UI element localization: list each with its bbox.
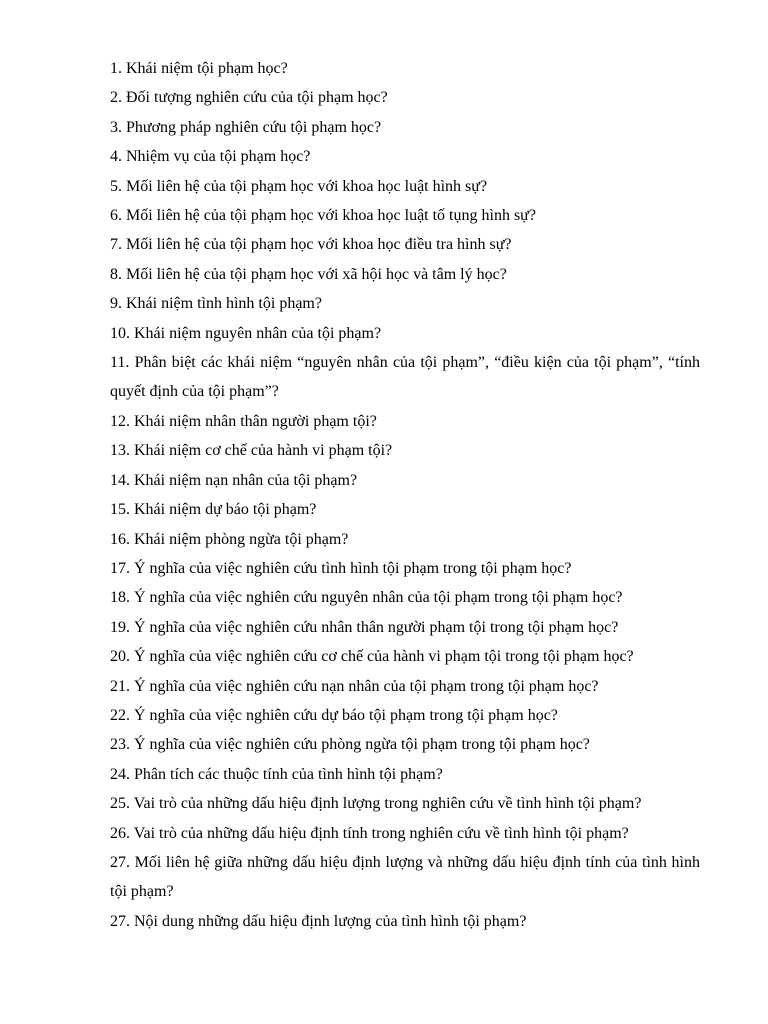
question-item: 11. Phân biệt các khái niệm “nguyên nhân của tội phạm”, “điều kiện của tội phạm”, “tính quyết định của tội phạm”? bbox=[110, 354, 700, 401]
question-item: 23. Ý nghĩa của việc nghiên cứu phòng ngừa tội phạm trong tội phạm học? bbox=[110, 736, 590, 754]
question-item: 27. Nội dung những dấu hiệu định lượng của tình hình tội phạm? bbox=[110, 912, 527, 930]
question-item: 12. Khái niệm nhân thân người phạm tội? bbox=[110, 412, 377, 430]
question-item: 27. Mối liên hệ giữa những dấu hiệu định lượng và những dấu hiệu định tính của tình hình tội phạm? bbox=[110, 853, 700, 901]
question-item: 9. Khái niệm tình hình tội phạm? bbox=[110, 295, 322, 313]
question-item: 13. Khái niệm cơ chế của hành vi phạm tội? bbox=[110, 442, 393, 460]
question-item: 24. Phân tích các thuộc tính của tình hình tội phạm? bbox=[110, 765, 443, 783]
question-item: 10. Khái niệm nguyên nhân của tội phạm? bbox=[110, 324, 382, 342]
question-item: 26. Vai trò của những dấu hiệu định tính trong nghiên cứu về tình hình tội phạm? bbox=[110, 824, 629, 842]
question-item: 14. Khái niệm nạn nhân của tội phạm? bbox=[110, 471, 358, 489]
question-item: 2. Đối tượng nghiên cứu của tội phạm học? bbox=[110, 89, 388, 107]
question-item: 16. Khái niệm phòng ngừa tội phạm? bbox=[110, 530, 349, 548]
question-item: 3. Phương pháp nghiên cứu tội phạm học? bbox=[110, 118, 382, 136]
question-list bbox=[110, 54, 700, 936]
question-item: 4. Nhiệm vụ của tội phạm học? bbox=[110, 148, 311, 166]
question-item: 6. Mối liên hệ của tội phạm học với khoa học luật tố tụng hình sự? bbox=[110, 207, 536, 225]
question-item: 15. Khái niệm dự báo tội phạm? bbox=[110, 501, 317, 519]
question-item: 8. Mối liên hệ của tội phạm học với xã hội học và tâm lý học? bbox=[110, 265, 507, 283]
question-item: 21. Ý nghĩa của việc nghiên cứu nạn nhân của tội phạm trong tội phạm học? bbox=[110, 677, 599, 695]
question-item: 19. Ý nghĩa của việc nghiên cứu nhân thân người phạm tội trong tội phạm học? bbox=[110, 618, 619, 636]
question-item: 25. Vai trò của những dấu hiệu định lượng trong nghiên cứu về tình hình tội phạm? bbox=[110, 795, 642, 813]
question-item: 22. Ý nghĩa của việc nghiên cứu dự báo tội phạm trong tội phạm học? bbox=[110, 706, 558, 724]
question-item: 18. Ý nghĩa của việc nghiên cứu nguyên nhân của tội phạm trong tội phạm học? bbox=[110, 589, 623, 607]
question-item: 17. Ý nghĩa của việc nghiên cứu tình hình tội phạm trong tội phạm học? bbox=[110, 559, 572, 577]
question-item: 1. Khái niệm tội phạm học? bbox=[110, 60, 288, 77]
question-item: 20. Ý nghĩa của việc nghiên cứu cơ chế của hành vi phạm tội trong tội phạm học? bbox=[110, 648, 634, 666]
question-item: 5. Mối liên hệ của tội phạm học với khoa học luật hình sự? bbox=[110, 177, 488, 195]
question-item: 7. Mối liên hệ của tội phạm học với khoa học điều tra hình sự? bbox=[110, 236, 512, 254]
